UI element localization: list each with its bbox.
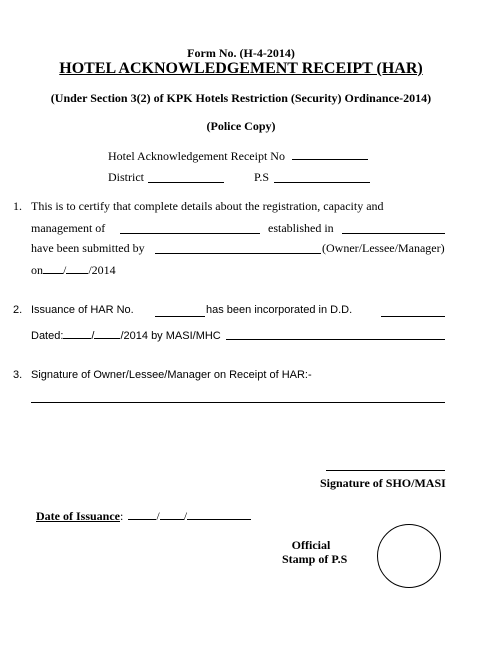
issuance-day-field[interactable] — [128, 508, 156, 520]
item-2-year-label: /2014 by MASI/MHC — [120, 330, 221, 342]
on-day-field[interactable] — [43, 262, 63, 274]
date-of-issuance-label: Date of Issuance — [36, 509, 120, 523]
item-1-on-label: on — [31, 263, 43, 277]
submitted-by-field[interactable] — [155, 241, 321, 259]
item-1-on-row — [31, 262, 116, 278]
dated-month-field[interactable] — [94, 327, 120, 339]
dd-field[interactable] — [381, 304, 445, 322]
issuance-year-field[interactable] — [187, 508, 251, 520]
receipt-no-row — [108, 148, 368, 164]
owner-signature-line[interactable] — [31, 402, 445, 403]
dated-trailing-line[interactable] — [226, 339, 445, 340]
item-3-number: 3. — [13, 369, 23, 381]
dated-day-field[interactable] — [63, 327, 91, 339]
receipt-no-field[interactable] — [292, 148, 368, 160]
issuance-separator: / — [183, 509, 188, 523]
item-1-management-label: management of — [31, 221, 106, 235]
form-number: Form No. (H-4-2014) — [187, 46, 295, 60]
item-2-issuance-label: Issuance of HAR No. — [31, 304, 134, 316]
stamp-label-line-1: Official — [291, 538, 331, 552]
ps-label: P.S — [254, 170, 270, 184]
item-2-number: 2. — [13, 304, 23, 316]
date-separator: / — [91, 330, 95, 342]
item-1-established-label: established in — [268, 221, 334, 235]
date-of-issuance-row — [36, 508, 251, 524]
district-field[interactable] — [148, 170, 224, 188]
management-field[interactable] — [120, 221, 260, 239]
issuance-colon: : — [120, 509, 124, 523]
page-title: HOTEL ACKNOWLEDGEMENT RECEIPT (HAR) — [59, 60, 423, 77]
date-separator: / — [63, 263, 67, 277]
stamp-label-line-2: Stamp of P.S — [282, 552, 348, 566]
item-1-number: 1. — [13, 199, 22, 213]
sho-signature-label: Signature of SHO/MASI — [320, 476, 446, 490]
item-1-owner-label: (Owner/Lessee/Manager) — [322, 241, 445, 255]
copy-label: (Police Copy) — [206, 119, 276, 133]
item-2-dated-row — [31, 327, 221, 342]
district-label: District — [108, 170, 144, 184]
ps-field[interactable] — [274, 170, 370, 188]
har-no-field[interactable] — [155, 304, 205, 322]
established-field[interactable] — [342, 221, 445, 239]
item-2-dated-label: Dated: — [31, 330, 64, 342]
item-1-line-1: This is to certify that complete details about the registration, capacity and — [31, 199, 384, 213]
item-3-label: Signature of Owner/Lessee/Manager on Receipt of HAR:- — [31, 369, 312, 381]
on-month-field[interactable] — [66, 262, 88, 274]
issuance-month-field[interactable] — [160, 508, 184, 520]
stamp-circle — [377, 524, 441, 588]
item-1-submitted-label: have been submitted by — [31, 241, 145, 255]
item-2-incorporated-label: has been incorporated in D.D. — [206, 304, 353, 316]
issuance-separator: / — [156, 509, 160, 523]
item-1-year: /2014 — [88, 263, 116, 277]
page-subtitle: (Under Section 3(2) of KPK Hotels Restriction (Security) Ordinance-2014) — [50, 91, 432, 105]
sho-signature-line[interactable] — [326, 470, 445, 471]
receipt-no-label: Hotel Acknowledgement Receipt No — [108, 149, 285, 163]
